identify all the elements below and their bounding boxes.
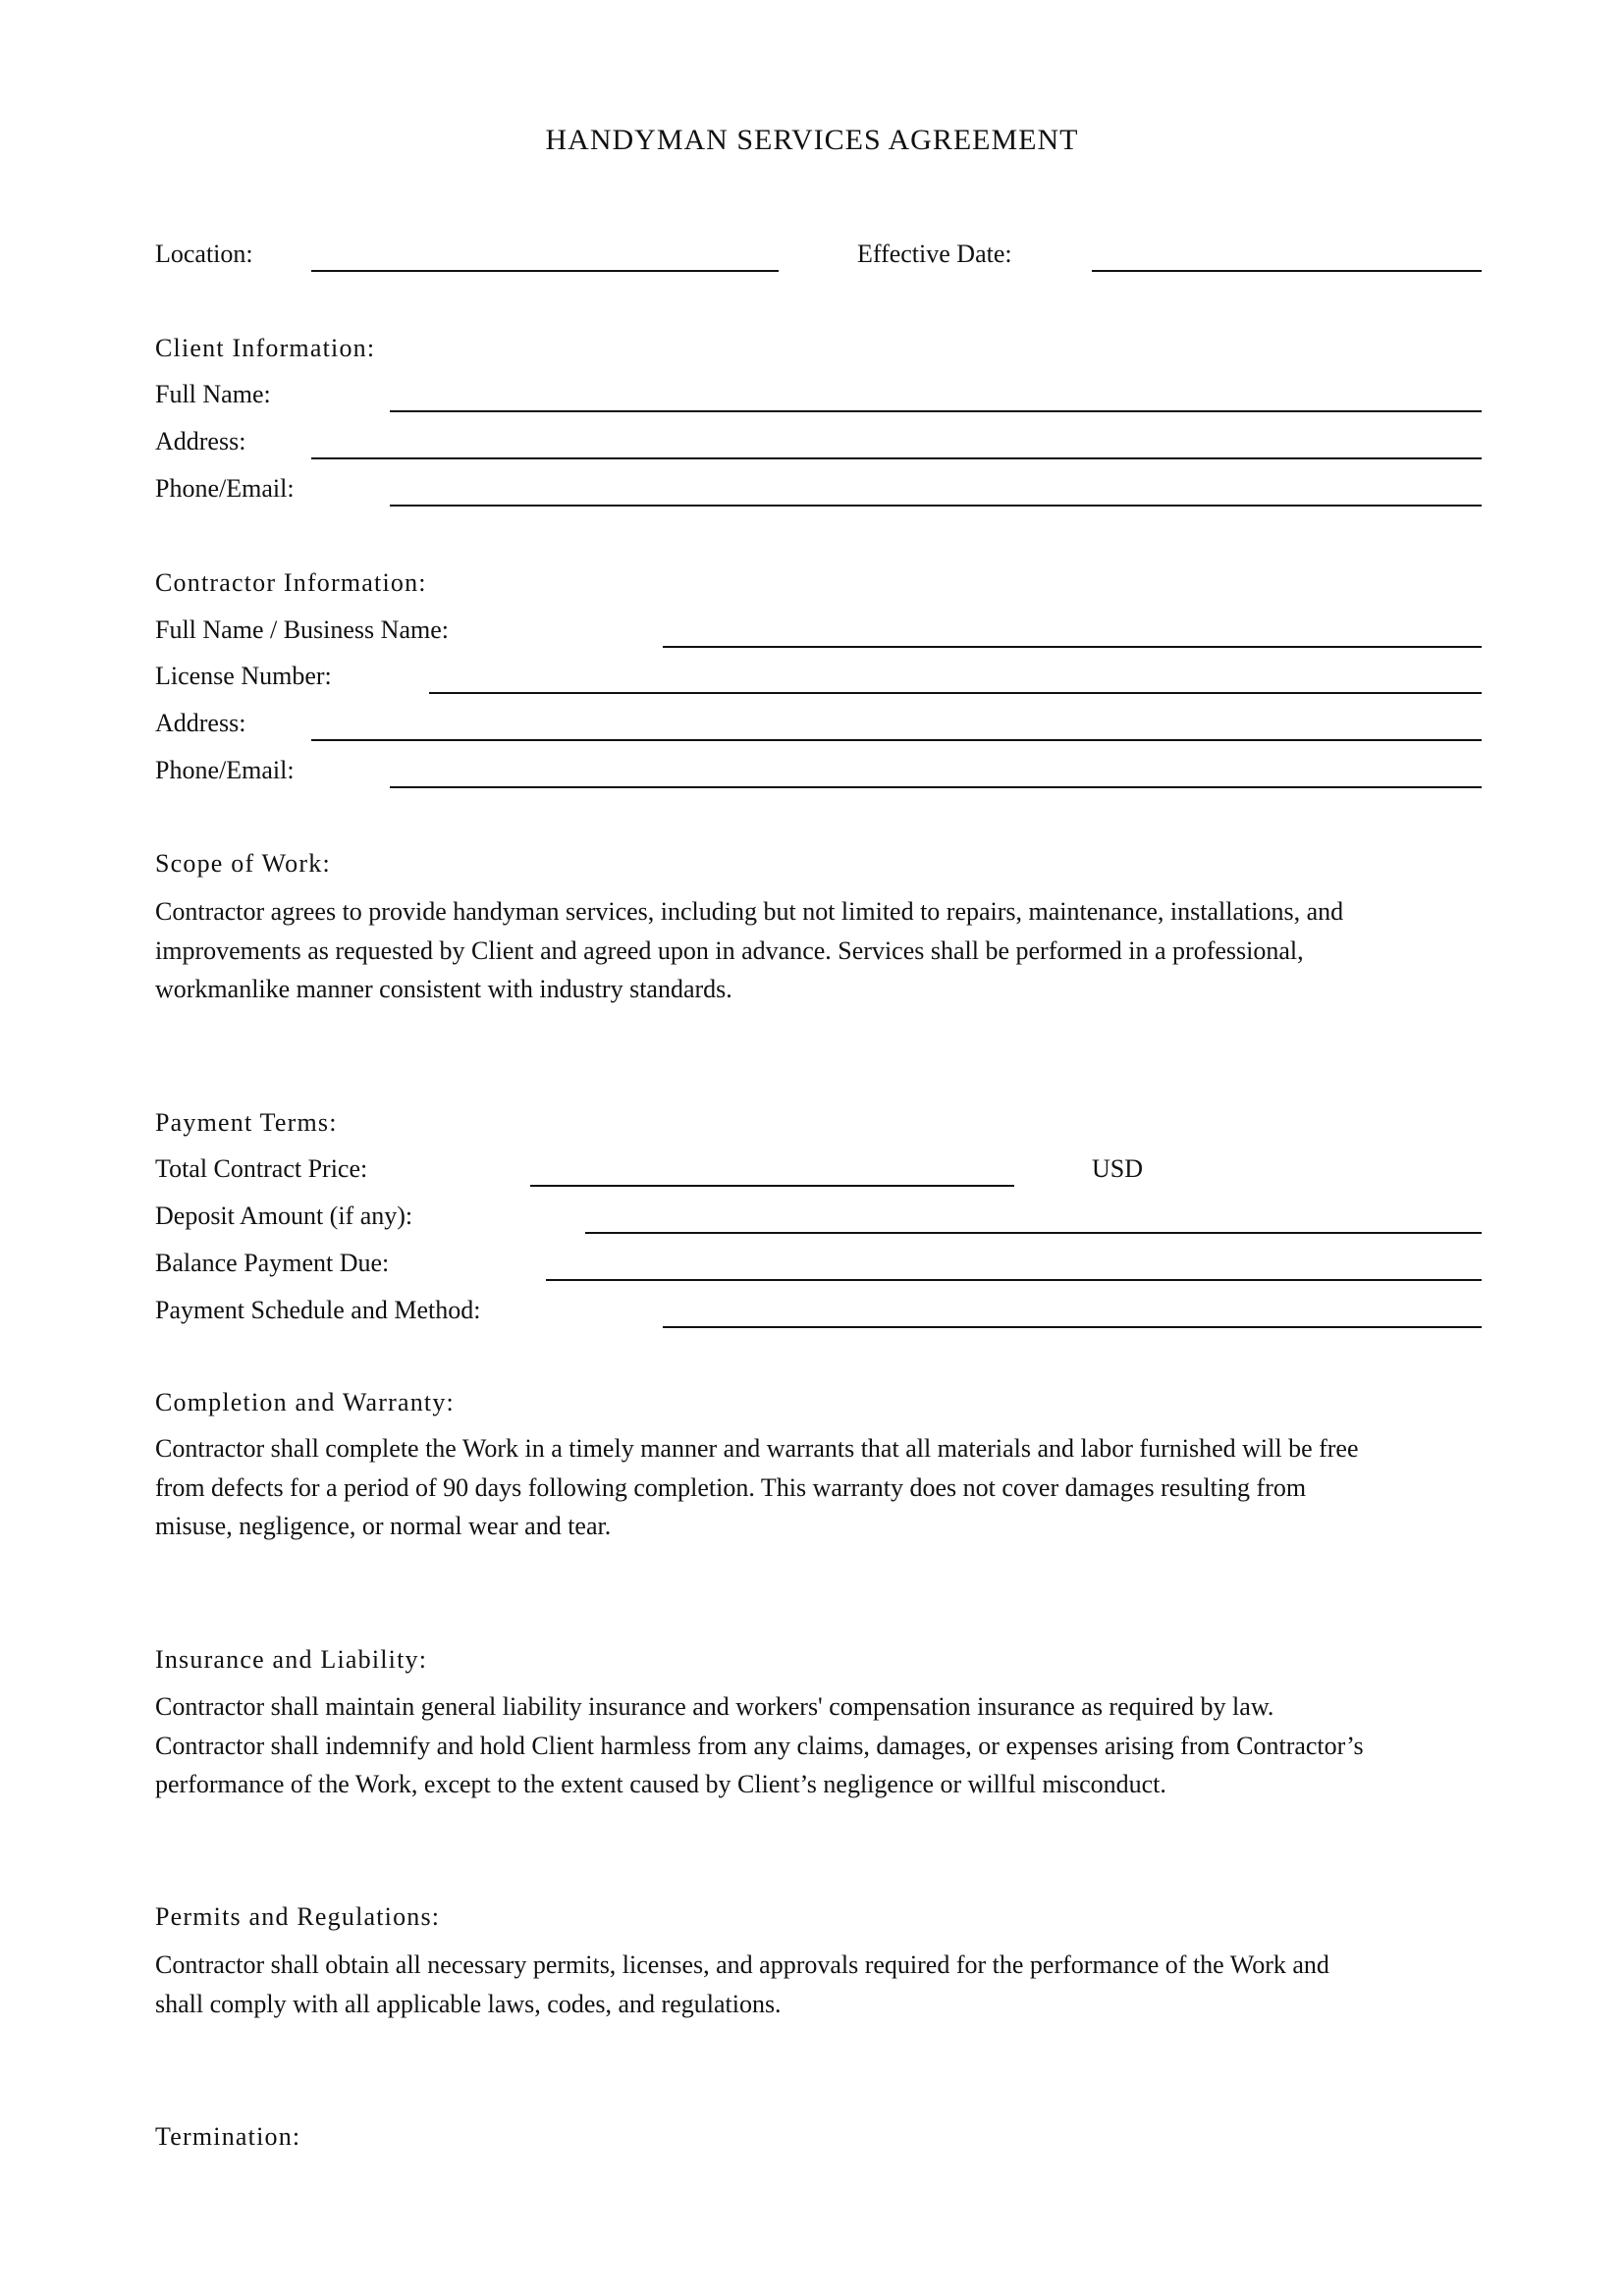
- completion-heading: Completion and Warranty:: [155, 1388, 455, 1416]
- document-title: HANDYMAN SERVICES AGREEMENT: [545, 124, 1079, 156]
- client-phone-email-label: Phone/Email:: [155, 474, 295, 503]
- contractor-license-label: License Number:: [155, 662, 332, 690]
- scope-paragraph: [155, 892, 1490, 1009]
- deposit-field[interactable]: [585, 1232, 1482, 1234]
- effective-date-label: Effective Date:: [857, 240, 1012, 268]
- payment-heading: Payment Terms:: [155, 1108, 338, 1137]
- insurance-heading: Insurance and Liability:: [155, 1645, 428, 1674]
- client-address-label: Address:: [155, 427, 246, 455]
- balance-field[interactable]: [546, 1279, 1482, 1281]
- client-phone-email-field[interactable]: [390, 505, 1482, 507]
- insurance-line: Contractor shall indemnify and hold Client harmless from any claims, damages, or expenses arising from Contractor’s: [155, 1731, 1364, 1760]
- contractor-name-field[interactable]: [663, 646, 1482, 648]
- scope-line: improvements as requested by Client and agreed upon in advance. Services shall be performed in a professional,: [155, 935, 1304, 965]
- contractor-phone-email-field[interactable]: [390, 786, 1482, 788]
- total-price-field[interactable]: [530, 1185, 1014, 1187]
- scope-line: workmanlike manner consistent with industry standards.: [155, 975, 732, 1003]
- permits-line: shall comply with all applicable laws, codes, and regulations.: [155, 1989, 782, 2018]
- effective-date-field[interactable]: [1092, 270, 1482, 272]
- completion-line: Contractor shall complete the Work in a timely manner and warrants that all materials and labor furnished will be free: [155, 1434, 1359, 1463]
- currency-label: USD: [1092, 1154, 1144, 1183]
- deposit-label: Deposit Amount (if any):: [155, 1201, 413, 1230]
- client-full-name-field[interactable]: [390, 410, 1482, 412]
- permits-heading: Permits and Regulations:: [155, 1902, 441, 1931]
- balance-label: Balance Payment Due:: [155, 1249, 390, 1277]
- insurance-line: performance of the Work, except to the extent caused by Client’s negligence or willful misconduct.: [155, 1770, 1166, 1798]
- contractor-address-field[interactable]: [311, 739, 1482, 741]
- location-field[interactable]: [311, 270, 779, 272]
- scope-heading: Scope of Work:: [155, 849, 331, 878]
- location-label: Location:: [155, 240, 253, 268]
- scope-line: Contractor agrees to provide handyman services, including but not limited to repairs, maintenance, installations, and: [155, 897, 1344, 926]
- contractor-license-field[interactable]: [429, 692, 1482, 694]
- completion-paragraph: [155, 1429, 1490, 1546]
- completion-line: misuse, negligence, or normal wear and tear.: [155, 1512, 612, 1540]
- permits-line: Contractor shall obtain all necessary permits, licenses, and approvals required for the performance of the Work and: [155, 1950, 1329, 1979]
- completion-line: from defects for a period of 90 days following completion. This warranty does not cover damages resulting from: [155, 1472, 1307, 1502]
- insurance-paragraph: [155, 1687, 1490, 1804]
- contractor-name-label: Full Name / Business Name:: [155, 615, 449, 644]
- contractor-information-heading: Contractor Information:: [155, 568, 427, 597]
- schedule-label: Payment Schedule and Method:: [155, 1296, 481, 1324]
- client-information-heading: Client Information:: [155, 334, 376, 362]
- schedule-field[interactable]: [663, 1326, 1482, 1328]
- permits-paragraph: [155, 1946, 1490, 2023]
- contractor-address-label: Address:: [155, 709, 246, 737]
- termination-heading: Termination:: [155, 2122, 301, 2151]
- insurance-line: Contractor shall maintain general liability insurance and workers' compensation insurance as required by law.: [155, 1692, 1274, 1721]
- contractor-phone-email-label: Phone/Email:: [155, 756, 295, 784]
- client-address-field[interactable]: [311, 457, 1482, 459]
- client-full-name-label: Full Name:: [155, 380, 271, 408]
- total-price-label: Total Contract Price:: [155, 1154, 368, 1183]
